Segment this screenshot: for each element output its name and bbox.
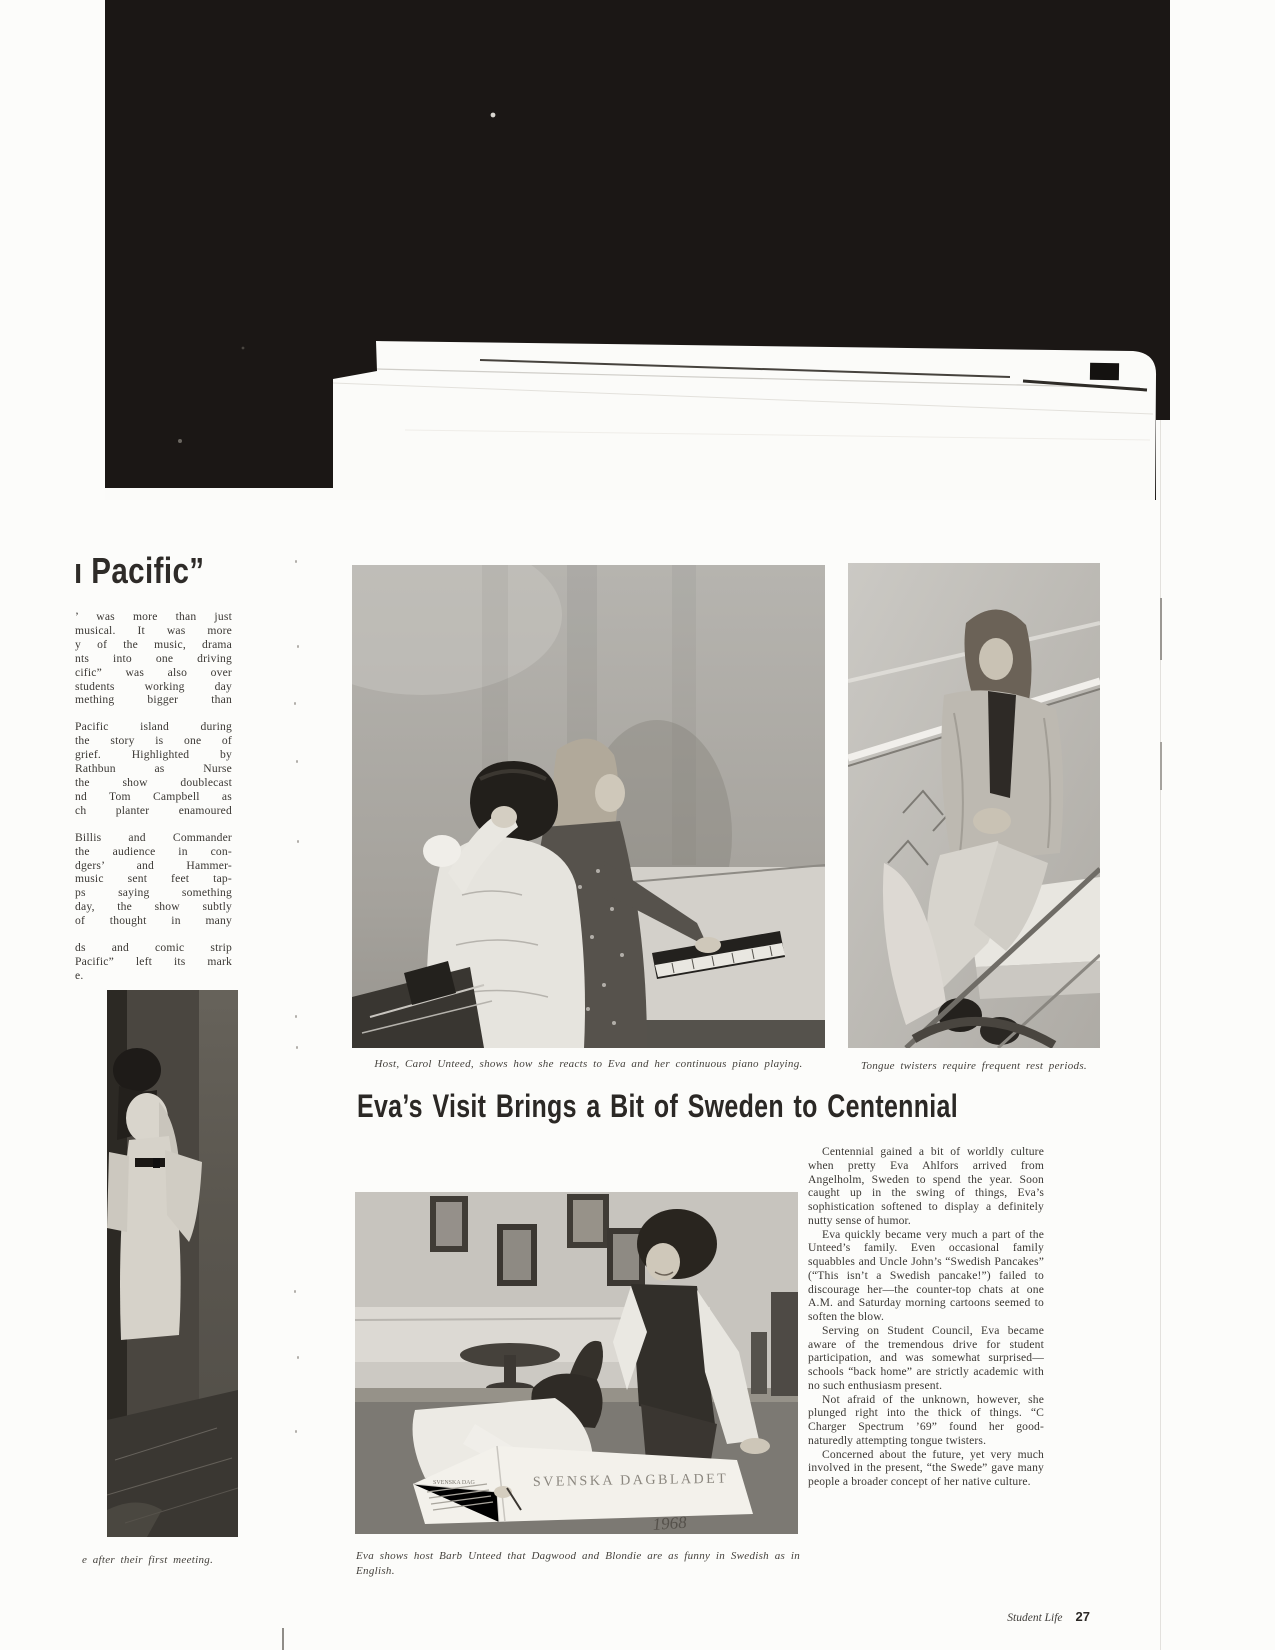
scan-speck (294, 702, 296, 705)
text-line: the audience in con- (75, 844, 232, 858)
article-paragraph: Centennial gained a bit of worldly culture when pretty Eva Ahlfors arrived from Angelholm, Sweden to spend the year. Soon caught up in the swing of things, Eva’s sophistication softened to display a definitely nutty sense of humor. (808, 1145, 1044, 1227)
text-line: day, the show subtly (75, 900, 232, 914)
scan-speck (296, 760, 298, 763)
newspaper-masthead: SVENSKA DAGBLADET (532, 1471, 729, 1490)
page-footer (960, 1609, 1090, 1624)
article-paragraph: Eva quickly became very much a part of the Unteed’s family. Even occasional family squabbles and Uncle John’s “Swedish Pancakes” (“This isn’t a Swedish pancake!”) failed to discourage her—the counter-top chats at one A.M. and Saturday morning cartoons seemed to soften the blow. (808, 1227, 1044, 1323)
scan-speck (297, 840, 299, 843)
text-line: ch planter enamoured (75, 803, 232, 817)
scan-speck (297, 645, 299, 648)
photo-stage-scene (107, 990, 238, 1537)
scan-speck (297, 1356, 299, 1359)
photo-newspaper-scene (355, 1192, 798, 1534)
text-line: the show doublecast (75, 775, 232, 789)
photo-resting-girl (848, 563, 1100, 1048)
text-line: Rathbun as Nurse (75, 762, 232, 776)
paper-stack (333, 341, 1156, 500)
footer-page-number: 27 (1075, 1609, 1090, 1624)
article-paragraph: Not afraid of the unknown, however, she plunged right into the thick of things. “C Charger Spectrum ’69” found her good-naturedly attempting tongue twisters. (808, 1392, 1044, 1447)
text-line: Billis and Commander (75, 830, 232, 844)
left-article-column-fragment (75, 610, 232, 983)
text-line: music sent feet tap- (75, 872, 232, 886)
caption-piano-photo: Host, Carol Unteed, shows how she reacts to Eva and her continuous piano playing. (374, 1058, 803, 1070)
scan-speck (295, 1430, 297, 1433)
article-body-column (808, 1145, 1044, 1489)
page-right-edge-dark-segment (1160, 742, 1162, 790)
caption-newspaper-photo: Eva shows host Barb Unteed that Dagwood and Blondie are as funny in Swedish as in English. (356, 1550, 800, 1577)
paper-notch (1090, 363, 1119, 381)
caption-stage-photo-fragment: e after their first meeting. (82, 1554, 214, 1566)
black-cover-and-paper-stack (105, 0, 1170, 500)
text-line: nts into one driving (75, 651, 232, 665)
text-line: y of the music, drama (75, 637, 232, 651)
text-line: students working day (75, 679, 232, 693)
text-line: Pacific” left its mark (75, 954, 232, 968)
newspaper-masthead-small: SVENSKA DAG (433, 1480, 475, 1486)
scan-speck (295, 1015, 297, 1018)
caption-resting-photo: Tongue twisters require frequent rest periods. (861, 1060, 1087, 1072)
page-right-edge-dark-segment (1160, 598, 1162, 660)
text-line: ps saying something (75, 886, 232, 900)
text-line: cific” was also over (75, 665, 232, 679)
text-line: ds and comic strip (75, 941, 232, 955)
text-line: musical. It was more (75, 623, 232, 637)
text-line: e. (75, 968, 84, 982)
scan-speck (296, 1046, 298, 1049)
article-headline: Eva’s Visit Brings a Bit of Sweden to Centennial (357, 1088, 958, 1124)
text-line: nd Tom Campbell as (75, 789, 232, 803)
text-line: Pacific island during (75, 720, 232, 734)
text-line: of thought in many (75, 914, 232, 928)
newspaper-year: 1968 (651, 1512, 688, 1534)
text-line: the story is one of (75, 734, 232, 748)
article-paragraph: Serving on Student Council, Eva became aware of the tremendous drive for student participation, and was somewhat surprised—schools “back home” are strictly academic with no such enthusiasm present. (808, 1323, 1044, 1392)
scan-speck (295, 560, 297, 563)
article-paragraph: Concerned about the future, yet very much involved in the present, “the Swede” gave many people a broader concept of her native culture. (808, 1447, 1044, 1488)
text-line: dgers’ and Hammer- (75, 858, 232, 872)
photo-piano-scene (352, 565, 825, 1048)
left-article-headline-fragment: ı Pacific” (74, 550, 205, 591)
text-line: ’ was more than just (75, 610, 232, 623)
scan-speck (294, 1290, 296, 1293)
page-bottom-tick (282, 1628, 284, 1650)
text-line: grief. Highlighted by (75, 748, 232, 762)
footer-section-title: Student Life (1007, 1612, 1063, 1624)
text-line: mething bigger than (75, 693, 232, 707)
